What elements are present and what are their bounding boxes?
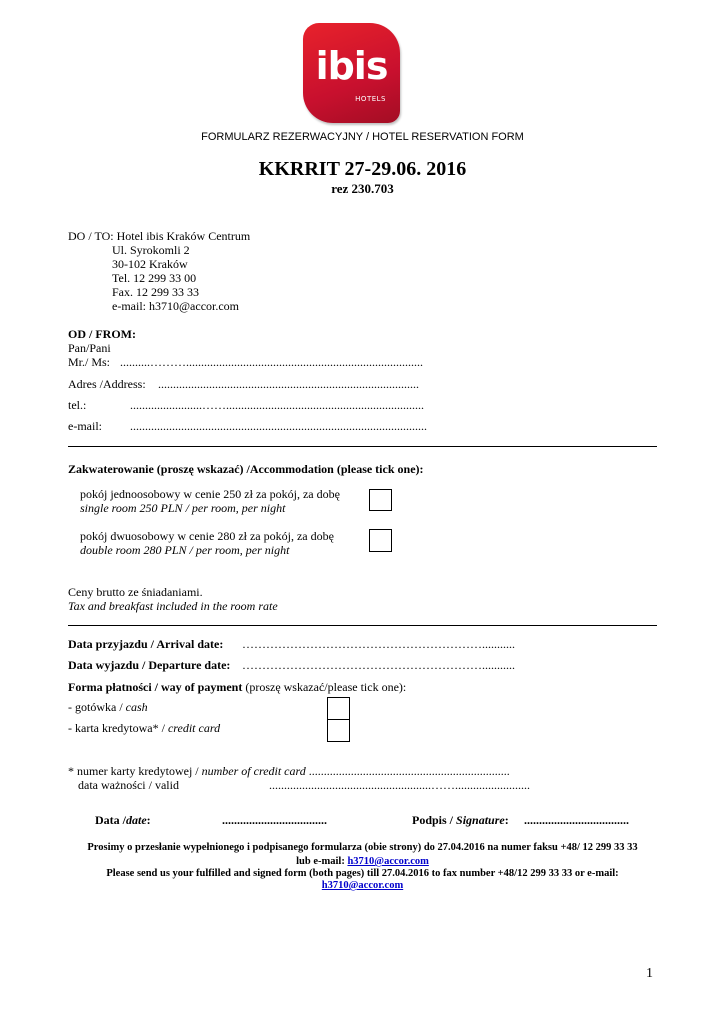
from-address-label: Adres /Address: [68, 377, 146, 391]
to-email: e-mail: h3710@accor.com [112, 299, 240, 313]
arrival-label: Data przyjazdu / Arrival date: [68, 637, 224, 651]
card-option [68, 721, 220, 736]
price-note-en: Tax and breakfast included in the room rate [68, 599, 278, 613]
from-tel-label: tel.: [68, 398, 87, 412]
payment-heading-normal: (proszę wskazać/please tick one): [242, 680, 407, 694]
double-room-checkbox[interactable] [369, 529, 392, 552]
arrival-field[interactable]: ……………………………………………………........... [242, 637, 515, 651]
page-number: 1 [646, 966, 653, 981]
from-email-label: e-mail: [68, 419, 102, 433]
logo-word: ibis [315, 44, 388, 88]
footer-pl-prefix: lub e-mail: [296, 856, 348, 867]
to-street: Ul. Syrokomli 2 [112, 243, 190, 257]
cc-number-row [68, 764, 510, 779]
cash-en: cash [125, 700, 148, 714]
departure-label: Data wyjazdu / Departure date: [68, 658, 231, 672]
from-heading: OD / FROM: [68, 327, 136, 341]
cc-number-field[interactable]: ................................................................... [305, 764, 510, 778]
cc-valid-label: data ważności / valid [78, 778, 179, 792]
from-email-field[interactable]: ................................................................................................... [130, 419, 427, 433]
from-address-field[interactable]: ....................................................................................... [158, 377, 419, 391]
accommodation-heading: Zakwaterowanie (proszę wskazać) /Accommodation (please tick one): [68, 462, 424, 476]
cash-pl: - gotówka / [68, 700, 126, 714]
date-label-colon: : [146, 813, 151, 827]
logo-sub: HOTELS [355, 95, 386, 103]
cc-number-pl: * numer karty kredytowej / [68, 764, 202, 778]
footer-en-email-link[interactable]: h3710@accor.com [321, 880, 404, 891]
from-name-label: Mr./ Ms: [68, 355, 111, 369]
credit-card-checkbox[interactable] [327, 719, 350, 742]
footer-pl-email-link[interactable]: h3710@accor.com [347, 856, 429, 867]
payment-heading-bold: Forma płatności / way of payment [68, 680, 243, 694]
single-room-pl: pokój jednoosobowy w cenie 250 zł za pokój, za dobę [80, 487, 340, 501]
signature-label-text: Podpis / [412, 813, 457, 827]
cc-number-en: number of credit card [201, 764, 306, 778]
ibis-logo [303, 23, 400, 123]
to-city: 30-102 Kraków [112, 257, 188, 271]
card-en: credit card [167, 721, 221, 735]
from-tel-field[interactable]: ........................…….................................................................. [130, 398, 424, 412]
date-label [95, 813, 151, 828]
to-fax: Fax. 12 299 33 33 [112, 285, 199, 299]
divider-2 [68, 625, 657, 626]
single-room-en: single room 250 PLN / per room, per night [80, 501, 286, 515]
double-room-en: double room 280 PLN / per room, per night [80, 543, 290, 557]
footer-en-line1: Please send us your fulfilled and signed form (both pages) till 27.04.2016 to fax number +48/12 299 33 33 or e-mail: [106, 868, 619, 879]
signature-label [412, 813, 509, 828]
date-label-italic: date [126, 813, 147, 827]
cash-checkbox[interactable] [327, 697, 350, 720]
departure-field[interactable]: ……………………………………………………........... [242, 658, 515, 672]
footer-pl-line1: Prosimy o przesłanie wypełnionego i podpisanego formularza (obie strony) do 27.04.2016 na numer faksu +48/ 12 299 33 33 [87, 842, 638, 853]
to-tel: Tel. 12 299 33 00 [112, 271, 197, 285]
reservation-number: rez 230.703 [331, 181, 394, 196]
divider-1 [68, 446, 657, 447]
double-room-pl: pokój dwuosobowy w cenie 280 zł za pokój, za dobę [80, 529, 334, 543]
from-pan: Pan/Pani [68, 341, 111, 355]
date-field[interactable]: ................................... [222, 813, 327, 827]
cash-option [68, 700, 148, 715]
single-room-checkbox[interactable] [369, 489, 392, 511]
card-pl: - karta kredytowa* / [68, 721, 168, 735]
payment-heading [68, 680, 406, 695]
event-code: KKRRIT 27-29.06. 2016 [258, 158, 467, 180]
cc-valid-field[interactable]: ......................................................……......................... [269, 778, 530, 792]
footer-en-line2 [0, 879, 725, 893]
form-title: FORMULARZ REZERWACYJNY / HOTEL RESERVATION FORM [201, 131, 524, 143]
to-line: DO / TO: Hotel ibis Kraków Centrum [68, 229, 251, 243]
signature-label-colon: : [504, 813, 509, 827]
signature-label-italic: Signature [456, 813, 505, 827]
from-name-field[interactable]: ..........………............................................................................... [120, 355, 423, 369]
signature-field[interactable]: ................................... [524, 813, 629, 827]
price-note-pl: Ceny brutto ze śniadaniami. [68, 585, 203, 599]
date-label-text: Data / [95, 813, 126, 827]
